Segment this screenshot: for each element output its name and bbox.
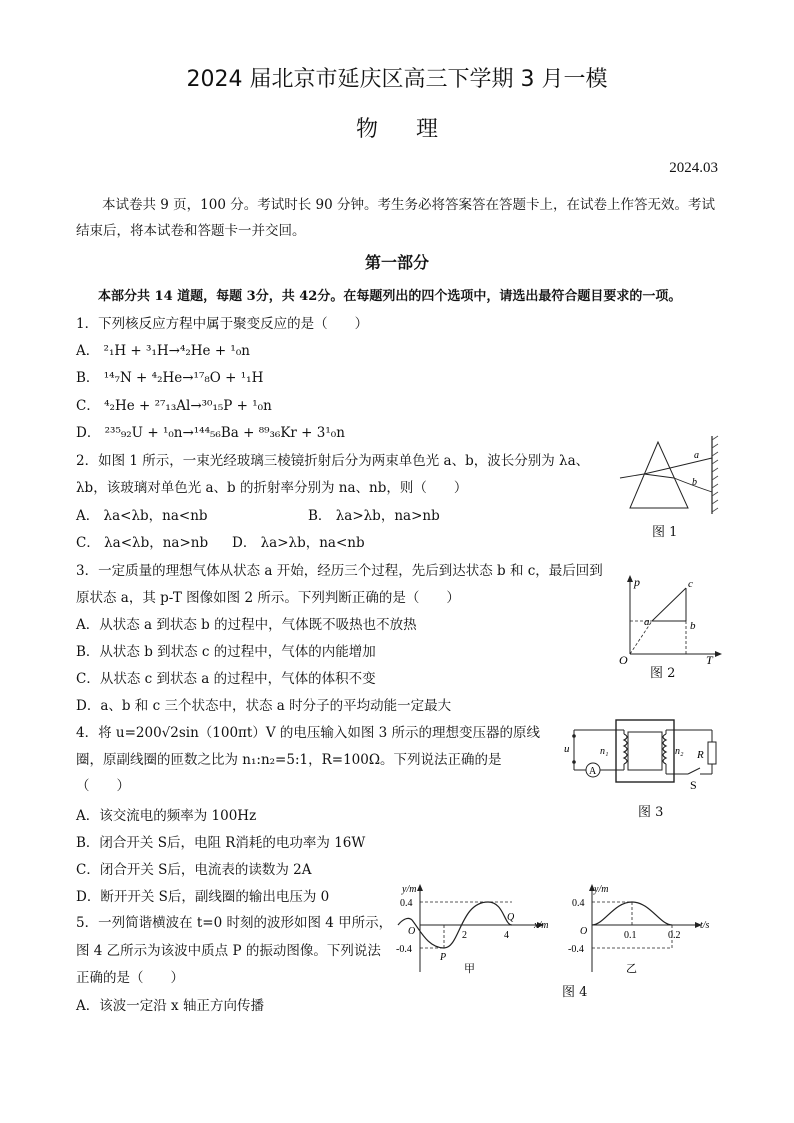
state-b-label: b	[690, 620, 696, 632]
q5-stem-line2: 图 4 乙所示为该波中质点 P 的振动图像。下列说法	[76, 943, 381, 959]
jia-xtick-4: 4	[504, 930, 509, 941]
figure-4-jia-wave	[392, 880, 556, 976]
figure-2-caption: 图 2	[650, 666, 676, 681]
q1-stem: 1．下列核反应方程中属于聚变反应的是（ ）	[76, 316, 369, 332]
state-c-label: c	[688, 578, 693, 590]
q3-option-b: B．从状态 b 到状态 c 的过程中，气体的内能增加	[76, 644, 376, 660]
jia-caption: 甲	[464, 963, 475, 975]
q5-option-a: A．该波一定沿 x 轴正方向传播	[76, 998, 264, 1014]
q2-option-c: C． λa<λb，na>nb	[76, 535, 209, 551]
jia-origin: O	[408, 926, 416, 937]
q2-option-d: D． λa>λb，na<nb	[232, 535, 365, 551]
figure-2-pt-diagram	[618, 572, 724, 666]
yi-xlabel: t/s	[700, 920, 710, 931]
jia-xtick-2: 2	[462, 930, 467, 941]
resistor-R-label: R	[697, 749, 704, 761]
ray-b-label: b	[692, 477, 697, 488]
axis-T-label: T	[706, 653, 713, 666]
yi-ylabel: y/m	[594, 884, 609, 895]
jia-ytick-bottom: -0.4	[396, 944, 412, 955]
yi-xtick-0-1: 0.1	[624, 930, 637, 941]
n2-label: n₂	[675, 746, 684, 757]
q4-stem-line2: 圈，原副线圈的匝数之比为 n₁:n₂=5:1，R=100Ω。下列说法正确的是	[76, 752, 502, 768]
yi-ytick-top: 0.4	[572, 898, 585, 909]
section-instruction: 本部分共 14 道题，每题 3分，共 42分。在每题列出的四个选项中，请选出最符合题目要求的一项。	[98, 289, 682, 304]
axis-p-label: p	[634, 575, 640, 589]
yi-xtick-0-2: 0.2	[668, 930, 681, 941]
yi-caption: 乙	[626, 963, 637, 975]
jia-xlabel: x/m	[534, 920, 549, 931]
q4-option-c: C．闭合开关 S后，电流表的读数为 2A	[76, 862, 312, 878]
jia-ylabel: y/m	[402, 884, 417, 895]
exam-date: 2024.03	[669, 160, 718, 176]
q1-option-b: B． ¹⁴₇N + ⁴₂He→¹⁷₈O + ¹₁H	[76, 370, 264, 386]
section-title: 第一部分	[364, 253, 429, 272]
q1-option-c: C． ⁴₂He + ²⁷₁₃Al→³⁰₁₅P + ¹₀n	[76, 398, 272, 414]
q3-option-a: A．从状态 a 到状态 b 的过程中，气体既不吸热也不放热	[76, 617, 417, 633]
q4-option-a: A．该交流电的频率为 100Hz	[76, 808, 257, 824]
ray-a-label: a	[694, 450, 699, 461]
exam-title: 2024 届北京市延庆区高三下学期 3 月一模	[186, 67, 608, 92]
q1-option-a: A． ²₁H + ³₁H→⁴₂He + ¹₀n	[76, 343, 250, 359]
q4-option-b: B．闭合开关 S后，电阻 R消耗的电功率为 16W	[76, 835, 366, 851]
yi-origin: O	[580, 926, 588, 937]
intro-paragraph: 本试卷共 9 页，100 分。考试时长 90 分钟。考生务必将答案答在答题卡上，在试卷上作答无效。考试结束后，将本试卷和答题卡一并交回。	[76, 197, 715, 239]
figure-3-caption: 图 3	[638, 805, 664, 820]
figure-1-prism	[618, 434, 722, 516]
figure-4-caption: 图 4	[562, 985, 588, 1000]
origin-label: O	[619, 653, 628, 666]
n1-label: n₁	[600, 746, 609, 757]
q3-option-c: C．从状态 c 到状态 a 的过程中，气体的体积不变	[76, 671, 376, 687]
q4-option-d: D．断开开关 S后，副线圈的输出电压为 0	[76, 889, 330, 905]
state-a-label: a	[644, 616, 650, 628]
point-P-label: P	[440, 952, 447, 963]
voltage-u-label: u	[564, 743, 570, 755]
jia-ytick-top: 0.4	[400, 898, 413, 909]
figure-1-caption: 图 1	[652, 525, 678, 540]
figure-3-transformer	[564, 716, 724, 804]
figure-4-yi-vibration	[564, 880, 724, 976]
q3-option-d: D．a、b 和 c 三个状态中，状态 a 时分子的平均动能一定最大	[76, 698, 452, 714]
q5-stem-line1: 5．一列简谐横波在 t=0 时刻的波形如图 4 甲所示，	[76, 915, 393, 931]
ammeter-label: A	[589, 766, 597, 777]
q2-stem-line2: λb，该玻璃对单色光 a、b 的折射率分别为 na、nb，则（ ）	[76, 480, 468, 496]
point-Q-label: Q	[507, 912, 515, 923]
q5-stem-line3: 正确的是（ ）	[76, 970, 184, 986]
q1-option-d: D． ²³⁵₉₂U + ¹₀n→¹⁴⁴₅₆Ba + ⁸⁹₃₆Kr + 3¹₀n	[76, 425, 345, 441]
q2-option-a: A． λa<λb，na<nb	[76, 508, 208, 524]
q2-option-b: B． λa>λb，na>nb	[308, 508, 440, 524]
q3-stem-line1: 3．一定质量的理想气体从状态 a 开始，经历三个过程，先后到达状态 b 和 c，最后回到	[76, 563, 603, 579]
q2-stem-line1: 2．如图 1 所示，一束光经玻璃三棱镜折射后分为两束单色光 a、b，波长分别为 λa、	[76, 453, 590, 469]
subject-title: 物理	[355, 117, 476, 142]
switch-S-label: S	[690, 778, 697, 792]
q4-stem-line3: （ ）	[76, 778, 130, 794]
q3-stem-line2: 原状态 a，其 p-T 图像如图 2 所示。下列判断正确的是（ ）	[76, 590, 460, 606]
q4-stem-line1: 4．将 u=200√2sin（100πt）V 的电压输入如图 3 所示的理想变压器的原线	[76, 725, 541, 741]
yi-ytick-bottom: -0.4	[568, 944, 584, 955]
